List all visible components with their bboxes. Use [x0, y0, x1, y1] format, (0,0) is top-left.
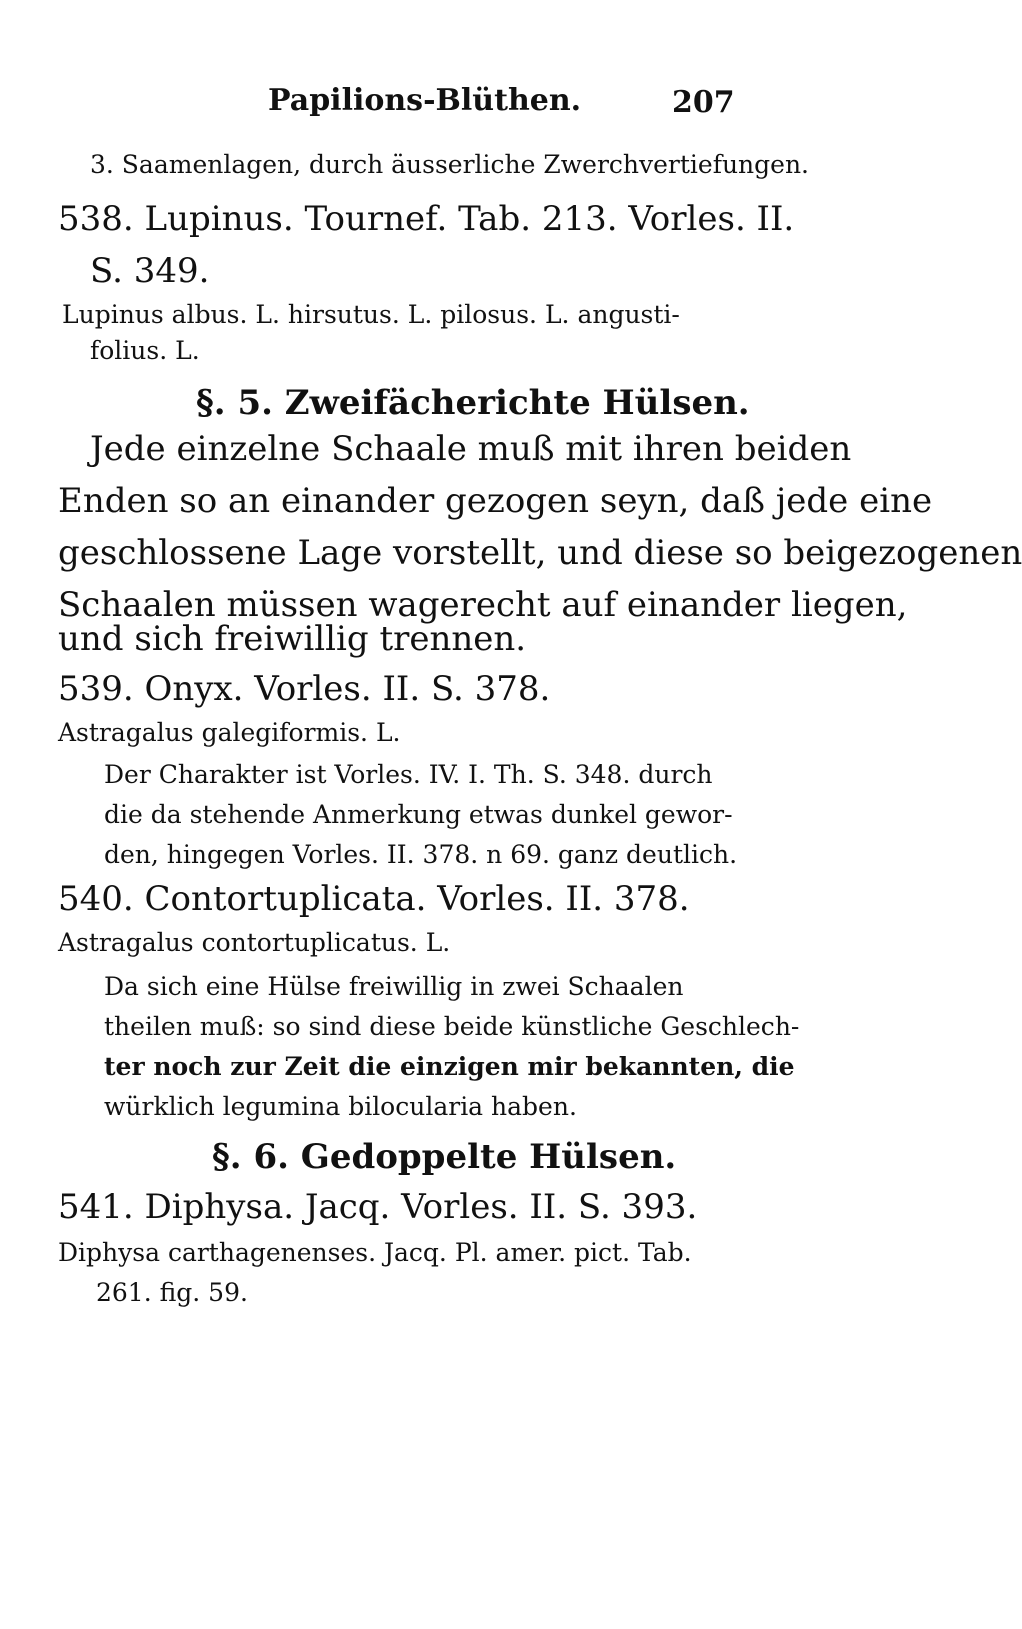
genus-entry-541: 541. Diphysa. Jacq. Vorles. II. S. 393.	[58, 1187, 698, 1227]
species-list-line: 261. fig. 59.	[96, 1278, 248, 1307]
note-line: Da sich eine Hülse freiwillig in zwei Schaalen	[104, 972, 684, 1001]
running-title: Papilions-Blüthen.	[268, 83, 582, 118]
subsection-heading-seed-layers: 3. Saamenlagen, durch äusserliche Zwerchvertiefungen.	[90, 150, 810, 179]
description-paragraph-line: geschlossene Lage vorstellt, und diese so beigezogenen	[58, 533, 1022, 573]
genus-entry-539: 539. Onyx. Vorles. II. S. 378.	[58, 669, 551, 709]
note-line: theilen muß: so sind diese beide künstliche Geschlech-	[104, 1012, 800, 1041]
note-line: Der Charakter ist Vorles. IV. I. Th. S. 348. durch	[104, 760, 713, 789]
species-list-line: Astragalus contortuplicatus. L.	[58, 928, 451, 957]
page-number: 207	[672, 85, 735, 120]
note-line: ter noch zur Zeit die einzigen mir bekannten, die	[104, 1052, 795, 1081]
genus-entry-538: 538. Lupinus. Tournef. Tab. 213. Vorles. II.	[58, 199, 795, 239]
description-paragraph-line: Enden so an einander gezogen seyn, daß jede eine	[58, 481, 933, 521]
description-paragraph-line: Jede einzelne Schaale muß mit ihren beiden	[90, 429, 852, 469]
species-list-line: Astragalus galegiformis. L.	[58, 718, 401, 747]
species-list-line: Diphysa carthagenenses. Jacq. Pl. amer. pict. Tab.	[58, 1238, 692, 1267]
species-list-line: Lupinus albus. L. hirsutus. L. pilosus. L. angusti-	[62, 300, 680, 329]
section-heading-5: §. 5. Zweifächerichte Hülsen.	[196, 383, 750, 423]
note-line: würklich legumina bilocularia haben.	[104, 1092, 577, 1121]
note-line: den, hingegen Vorles. II. 378. n 69. ganz deutlich.	[104, 840, 738, 869]
section-heading-6: §. 6. Gedoppelte Hülsen.	[212, 1137, 677, 1177]
description-paragraph-line: und sich freiwillig trennen.	[58, 619, 527, 659]
genus-entry-540: 540. Contortuplicata. Vorles. II. 378.	[58, 879, 690, 919]
species-list-line: folius. L.	[90, 336, 200, 365]
description-paragraph-line: Schaalen müssen wagerecht auf einander liegen,	[58, 585, 908, 625]
genus-entry-538-continued: S. 349.	[90, 251, 210, 291]
note-line: die da stehende Anmerkung etwas dunkel gewor-	[104, 800, 733, 829]
